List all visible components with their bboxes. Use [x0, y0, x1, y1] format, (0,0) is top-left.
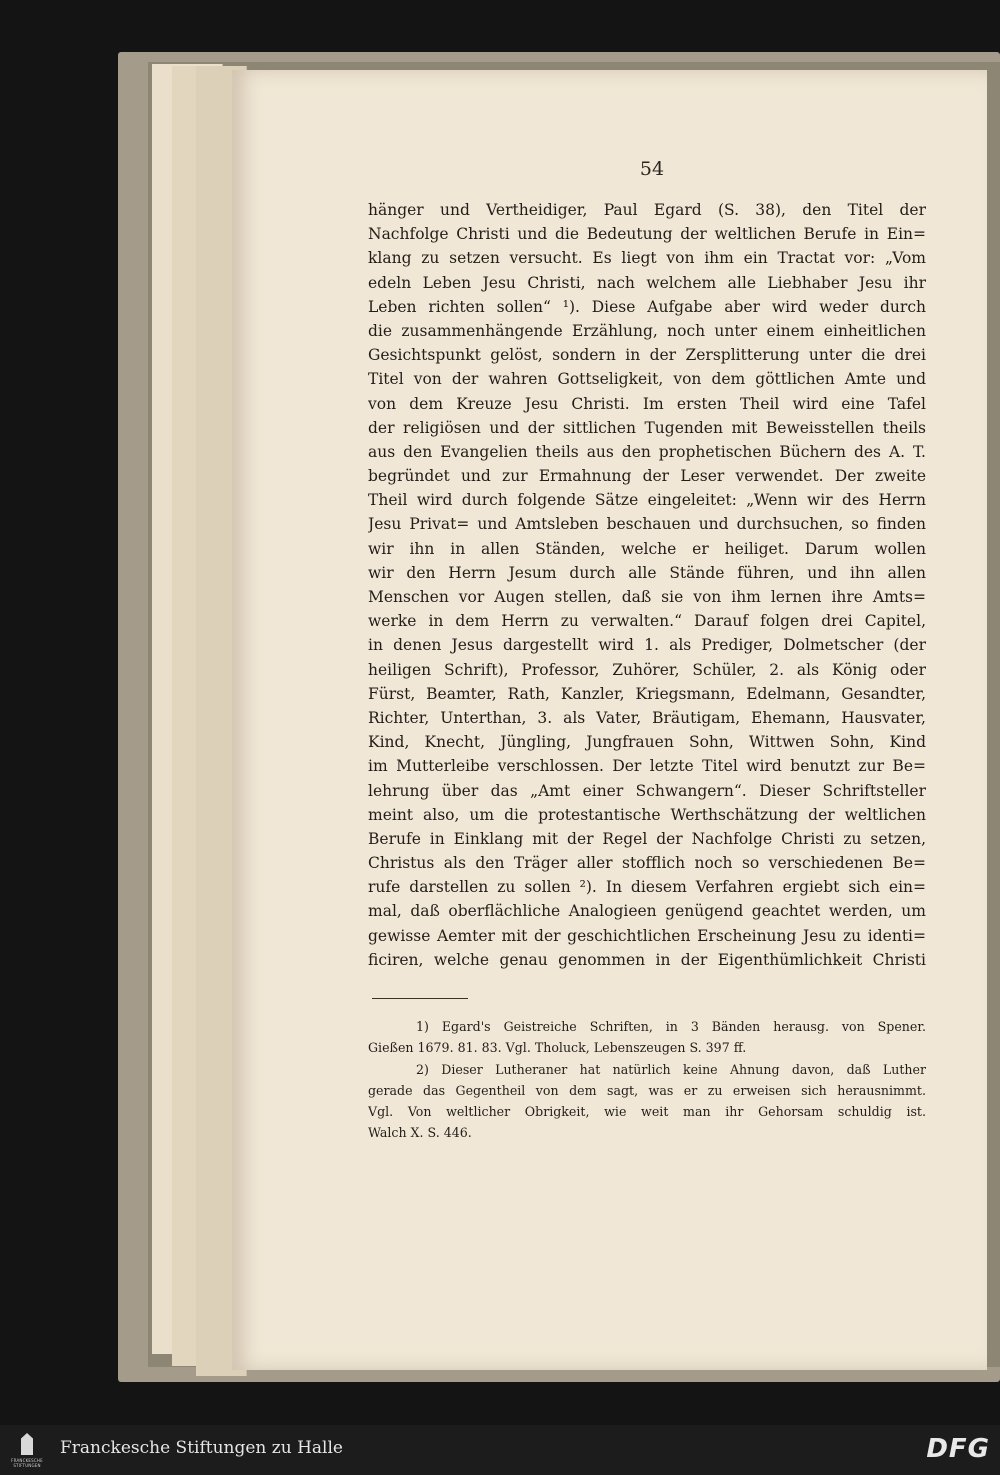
footer-bar [0, 1425, 1000, 1475]
text-line: gewisse Aemter mit der geschichtlichen Erscheinung Jesu zu identi= [368, 926, 926, 945]
text-line: Nachfolge Christi und die Bedeutung der weltlichen Berufe in Ein= [368, 225, 926, 244]
text-line: im Mutterleibe verschlossen. Der letzte Titel wird benutzt zur Be= [368, 757, 926, 776]
text-line: der religiösen und der sittlichen Tugenden mit Beweisstellen theils [368, 418, 926, 437]
footnote-separator [372, 998, 468, 999]
building-icon [21, 1433, 33, 1455]
text-line: Berufe in Einklang mit der Regel der Nachfolge Christi zu setzen, [368, 829, 926, 848]
text-line: aus den Evangelien theils aus den prophetischen Büchern des A. T. [368, 442, 926, 461]
footnote-line: 2) Dieser Lutheraner hat natürlich keine Ahnung davon, daß Luther [416, 1061, 926, 1077]
text-line: lehrung über das „Amt einer Schwangern“. Dieser Schriftsteller [368, 781, 926, 800]
footnote-line: Gießen 1679. 81. 83. Vgl. Tholuck, Lebenszeugen S. 397 ff. [368, 1040, 747, 1056]
text-line: Titel von der wahren Gottseligkeit, von dem göttlichen Amte und [368, 370, 926, 389]
text-line: wir ihn in allen Ständen, welche er heiliget. Darum wollen [368, 539, 926, 558]
text-line: meint also, um die protestantische Werthschätzung der weltlichen [368, 805, 926, 824]
text-line: wir den Herrn Jesum durch alle Stände führen, und ihn allen [368, 563, 926, 582]
footnote-line: gerade das Gegentheil von dem sagt, was er zu erweisen sich herausnimmt. [368, 1082, 926, 1098]
text-line: die zusammenhängende Erzählung, noch unter einem einheitlichen [368, 321, 926, 340]
text-line: Menschen vor Augen stellen, daß sie von ihm lernen ihre Amts= [368, 588, 926, 606]
body-text [368, 198, 926, 972]
footnote-line: 1) Egard's Geistreiche Schriften, in 3 Bänden herausg. von Spener. [416, 1019, 926, 1034]
institution-logo[interactable] [10, 1431, 44, 1471]
text-line: ficiren, welche genau genommen in der Eigenthümlichkeit Christi [368, 950, 926, 969]
text-line: Leben richten sollen“ ¹). Diese Aufgabe aber wird weder durch [368, 297, 926, 316]
text-line: hänger und Vertheidiger, Paul Egard (S. 38), den Titel der [368, 201, 926, 219]
book-page [232, 70, 987, 1370]
text-line: werke in dem Herrn zu verwalten.“ Darauf folgen drei Capitel, [368, 612, 926, 631]
footnotes [368, 1016, 926, 1144]
logo-text: FRANCKESCHE STIFTUNGEN [11, 1458, 43, 1468]
text-line: Christus als den Träger aller stofflich noch so verschiedenen Be= [368, 854, 926, 873]
text-line: rufe darstellen zu sollen ²). In diesem Verfahren ergiebt sich ein= [368, 878, 926, 897]
footnote-line: Vgl. Von weltlicher Obrigkeit, wie weit man ihr Gehorsam schuldig ist. [368, 1104, 926, 1120]
text-line: Kind, Knecht, Jüngling, Jungfrauen Sohn, Wittwen Sohn, Kind [368, 733, 926, 752]
text-line: Gesichtspunkt gelöst, sondern in der Zersplitterung unter die drei [368, 346, 926, 365]
text-line: Richter, Unterthan, 3. als Vater, Bräutigam, Ehemann, Hausvater, [368, 708, 926, 727]
text-line: edeln Leben Jesu Christi, nach welchem alle Liebhaber Jesu ihr [368, 273, 926, 292]
text-line: mal, daß oberflächliche Analogieen genügend geachtet werden, um [368, 902, 926, 921]
text-line: klang zu setzen versucht. Es liegt von ihm ein Tractat vor: „Vom [368, 249, 926, 268]
text-line: heiligen Schrift), Professor, Zuhörer, Schüler, 2. als König oder [368, 660, 926, 679]
text-line: Jesu Privat= und Amtsleben beschauen und durchsuchen, so finden [368, 515, 926, 534]
institution-name[interactable]: Franckesche Stiftungen zu Halle [60, 1438, 343, 1458]
text-line: von dem Kreuze Jesu Christi. Im ersten Theil wird eine Tafel [368, 394, 926, 413]
text-line: in denen Jesus dargestellt wird 1. als Prediger, Dolmetscher (der [368, 636, 926, 655]
text-line: Fürst, Beamter, Rath, Kanzler, Kriegsmann, Edelmann, Gesandter, [368, 684, 926, 703]
text-line: Theil wird durch folgende Sätze eingeleitet: „Wenn wir des Herrn [368, 491, 926, 510]
text-line: begründet und zur Ermahnung der Leser verwendet. Der zweite [368, 467, 926, 486]
page-number: 54 [639, 158, 665, 180]
dfg-logo[interactable]: DFG [926, 1434, 990, 1464]
footnote-line: Walch X. S. 446. [368, 1125, 472, 1141]
